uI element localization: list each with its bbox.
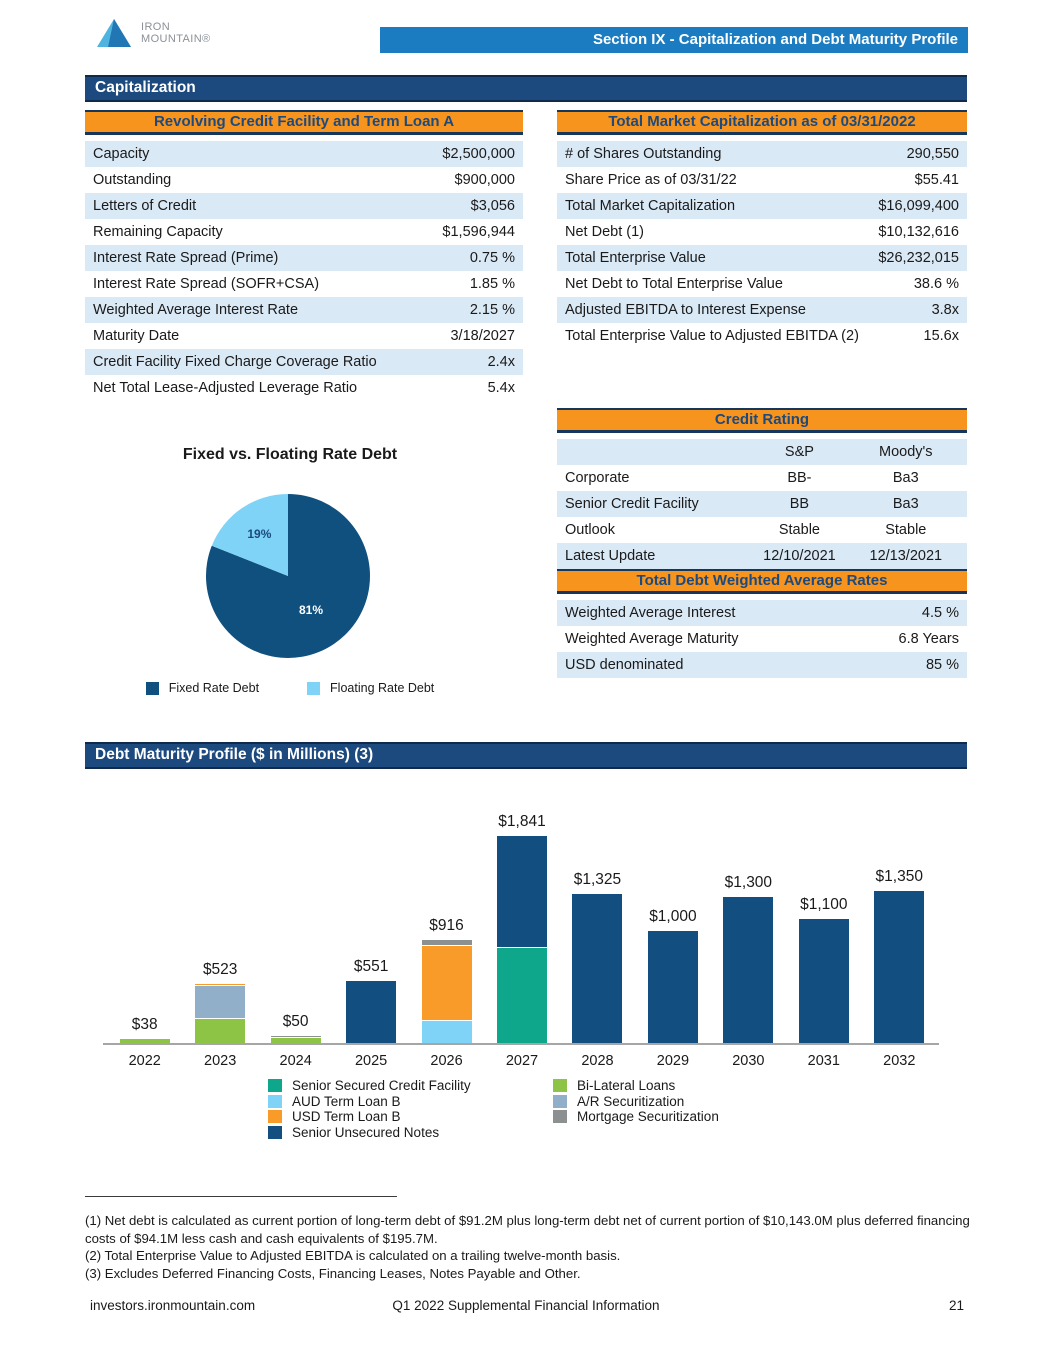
bar-stack [648,931,698,1043]
bar-stack [271,1036,321,1043]
row-label: # of Shares Outstanding [565,146,722,162]
legend-swatch [268,1079,282,1092]
row-value: $1,596,944 [442,224,515,240]
row-label: Net Debt to Total Enterprise Value [565,276,783,292]
pie-legend-item-fixed-rate-debt [146,681,259,695]
legend-label: USD Term Loan B [292,1109,401,1125]
row-label: Interest Rate Spread (Prime) [93,250,279,266]
bar-group-2031 [786,896,861,1043]
x-axis-label: 2026 [430,1053,463,1069]
footer-link[interactable]: investors.ironmountain.com [90,1298,256,1313]
bar-group-2023 [182,961,257,1043]
row-label: Weighted Average Interest Rate [93,302,299,318]
row-value-sp: Stable [778,522,820,538]
legend-label: Bi-Lateral Loans [577,1078,676,1094]
x-axis-labels [107,1053,937,1069]
legend-label: Senior Unsecured Notes [292,1125,440,1141]
row-value: $10,132,616 [878,224,959,240]
table-row [557,491,967,517]
bar-value-label: $523 [202,961,238,979]
bar-group-2025 [333,958,408,1043]
bar-stack [874,891,924,1043]
legend-item-bi-lateral-loans [553,1078,719,1094]
legend-swatch [553,1079,567,1092]
x-axis-label: 2025 [354,1053,388,1069]
table-row [85,245,523,271]
legend-label: Mortgage Securitization [577,1109,719,1125]
bar-value-label: $916 [429,917,464,935]
revolving-credit-table-header: Revolving Credit Facility and Term Loan A [85,110,523,135]
row-label: Weighted Average Interest [565,605,736,621]
bar-stack [497,836,547,1043]
legend-swatch [146,682,159,695]
bar-segment-a-r-securitization [195,986,245,1019]
bar-stack [572,894,622,1043]
table-row [557,323,967,349]
row-value-sp: BB [789,496,810,512]
bar-value-label: $1,841 [498,813,546,831]
legend-label: Senior Secured Credit Facility [292,1078,471,1094]
market-cap-table-header: Total Market Capitalization as of 03/31/2022 [557,110,967,135]
row-label: Letters of Credit [93,198,197,214]
row-value: $900,000 [454,172,515,188]
section-banner: Section IX - Capitalization and Debt Maturity Profile [380,27,968,53]
bar-segment-senior-unsecured-notes [723,897,773,1043]
row-value: $2,500,000 [442,146,515,162]
bar-group-2026 [409,917,484,1043]
table-row [557,271,967,297]
table-row [557,245,967,271]
legend-column-right [553,1078,719,1125]
table-row [557,652,967,678]
credit-rating-table [557,408,967,569]
bar-group-2027 [484,813,559,1043]
row-value-moodys: Ba3 [892,470,919,486]
row-value: 290,550 [906,146,959,162]
row-label: Weighted Average Maturity [565,631,739,647]
bar-value-label: $1,300 [724,873,773,891]
table-row [85,271,523,297]
legend-swatch [268,1110,282,1123]
row-label: Interest Rate Spread (SOFR+CSA) [93,276,320,292]
debt-maturity-bar-chart [85,775,967,1075]
table-row [557,219,967,245]
row-label: Share Price as of 03/31/22 [565,172,737,188]
row-label: Remaining Capacity [93,224,223,240]
row-value-sp: 12/10/2021 [763,548,836,564]
bar-value-label: $1,100 [800,896,848,914]
bar-group-2030 [711,874,786,1043]
row-label: Maturity Date [93,328,180,344]
logo-line1: IRON [141,20,171,33]
pie-chart-block [85,440,495,720]
table-row [85,297,523,323]
table-row [557,465,967,491]
table-row [557,297,967,323]
legend-column-left [268,1078,471,1140]
table-row [557,141,967,167]
bar-stack [723,897,773,1043]
iron-mountain-logo [95,13,211,53]
table-row [85,141,523,167]
row-value: 2.15 % [469,302,515,318]
column-header-sp: S&P [784,444,814,460]
row-value: $26,232,015 [878,250,959,266]
bar-group-2024 [258,1013,333,1043]
table-row [557,626,967,652]
row-label: USD denominated [565,657,684,673]
row-value: 85 % [925,657,959,673]
bar-segment-senior-unsecured-notes [346,981,396,1043]
table-row [557,543,967,569]
legend-swatch [268,1126,282,1139]
legend-item-usd-term-loan-b [268,1109,471,1125]
bar-segment-senior-unsecured-notes [799,919,849,1043]
footnote-2: (2) Total Enterprise Value to Adjusted EBITDA is calculated on a trailing twelve-month basis. [85,1248,621,1264]
bar-segment-senior-unsecured-notes [497,836,547,948]
row-value: $16,099,400 [878,198,959,214]
row-label: Capacity [93,146,150,162]
capitalization-section-band: Capitalization [85,75,967,102]
bar-stack [799,919,849,1043]
bar-segment-bi-lateral-loans [195,1019,245,1043]
page-footer [85,1298,967,1313]
bar-group-2022 [107,1016,182,1043]
row-value: $3,056 [470,198,515,214]
pie-legend [85,681,495,695]
market-cap-table [557,110,967,349]
bar-value-label: $1,350 [875,868,923,886]
row-value-sp: BB- [787,470,812,486]
credit-column-header-row [557,439,967,465]
column-header-moodys: Moody's [879,444,933,460]
row-value: 0.75 % [469,250,515,266]
pie-percentage-label: 81% [298,602,324,617]
revolving-credit-table-rows [85,141,523,401]
x-axis-label: 2032 [883,1053,916,1069]
row-value: 6.8 Years [898,631,959,647]
bar-stack [195,984,245,1043]
table-row [85,349,523,375]
footnote-3: (3) Excludes Deferred Financing Costs, Financing Leases, Notes Payable and Other. [85,1265,581,1281]
legend-label: A/R Securitization [577,1093,685,1109]
table-row [85,193,523,219]
bar-chart-plot-area [107,781,937,1043]
bar-value-label: $1,000 [649,907,697,925]
row-value: 2.4x [487,354,515,370]
table-row [85,219,523,245]
legend-swatch [307,682,320,695]
logo-wordmark [141,21,211,46]
mountain-logo-icon [95,13,135,53]
x-axis-label: 2030 [732,1053,765,1069]
bar-stack [346,981,396,1043]
row-label: Latest Update [565,548,656,564]
pie-legend-item-floating-rate-debt [307,681,434,695]
x-axis-line [103,1043,939,1045]
footnotes [85,1212,973,1282]
table-row [557,517,967,543]
row-label: Total Enterprise Value [565,250,706,266]
table-row [557,193,967,219]
credit-rating-table-header: Credit Rating [557,408,967,433]
legend-label: Fixed Rate Debt [168,681,260,695]
row-value: 38.6 % [913,276,959,292]
table-row [85,375,523,401]
footnote-1: (1) Net debt is calculated as current portion of long-term debt of $91.2M plus long-term debt net of current portion of $10,143.0M plus deferred financing costs of $94.1M less cash and cash equivalents of $195.7M. [85,1213,970,1246]
row-label: Adjusted EBITDA to Interest Expense [565,302,806,318]
credit-rating-table-rows [557,439,967,569]
bar-segment-senior-unsecured-notes [648,931,698,1043]
x-axis-label: 2027 [505,1053,539,1069]
table-row [85,323,523,349]
revolving-credit-table [85,110,523,401]
table-row [557,167,967,193]
legend-swatch [268,1095,282,1108]
fixed-vs-floating-pie-chart [188,476,388,676]
bar-value-label: $38 [131,1015,158,1033]
legend-swatch [553,1110,567,1123]
row-label: Outlook [565,522,615,538]
legend-label: AUD Term Loan B [292,1093,401,1109]
market-cap-table-rows [557,141,967,349]
row-value: 1.85 % [469,276,515,292]
legend-item-senior-unsecured-notes [268,1125,471,1141]
footer-title: Q1 2022 Supplemental Financial Information [392,1298,660,1313]
bar-segment-senior-unsecured-notes [874,891,924,1043]
row-label: Total Enterprise Value to Adjusted EBITDA (2) [565,328,859,344]
table-row [557,600,967,626]
bar-group-2029 [635,908,710,1043]
row-value: 5.4x [487,380,515,396]
row-value-moodys: Stable [885,522,927,538]
x-axis-label: 2031 [807,1053,840,1069]
legend-item-senior-secured-credit-facility [268,1078,471,1094]
bar-segment-senior-secured-credit-facility [497,948,547,1043]
pie-chart-title: Fixed vs. Floating Rate Debt [182,446,398,463]
bar-group-2028 [560,871,635,1043]
x-axis-label: 2028 [581,1053,614,1069]
row-label: Total Market Capitalization [565,198,736,214]
legend-label: Floating Rate Debt [330,681,435,695]
table-row [85,167,523,193]
bar-value-label: $551 [353,958,389,975]
bar-segment-senior-unsecured-notes [572,894,622,1043]
pie-percentage-label: 19% [247,527,272,541]
legend-swatch [553,1095,567,1108]
legend-item-a-r-securitization [553,1094,719,1110]
footer-page-number: 21 [948,1298,964,1313]
bar-segment-aud-term-loan-b [422,1021,472,1044]
bar-stack [422,940,472,1043]
footnote-divider [85,1196,397,1197]
row-value: 4.5 % [921,605,959,621]
row-value: $55.41 [914,172,959,188]
x-axis-label: 2023 [204,1053,237,1069]
row-label: Net Total Lease-Adjusted Leverage Ratio [93,380,358,396]
row-value: 15.6x [923,328,959,344]
bar-chart-legend [85,1078,967,1152]
legend-item-aud-term-loan-b [268,1094,471,1110]
row-value: 3.8x [931,302,959,318]
debt-maturity-section-band: Debt Maturity Profile ($ in Millions) (3) [85,742,967,769]
bar-group-2032 [862,868,937,1043]
row-value-moodys: Ba3 [892,496,919,512]
x-axis-label: 2029 [656,1053,690,1069]
weighted-rates-table-rows [557,600,967,678]
x-axis-label: 2022 [128,1053,161,1069]
row-label: Senior Credit Facility [565,496,699,512]
row-value-moodys: 12/13/2021 [869,548,943,564]
row-label: Outstanding [93,172,172,188]
bar-value-label: $1,325 [573,871,622,888]
bar-segment-usd-term-loan-b [422,946,472,1021]
logo-line2: MOUNTAIN® [141,33,211,45]
legend-item-mortgage-securitization [553,1109,719,1125]
row-label: Credit Facility Fixed Charge Coverage Ratio [93,354,377,370]
weighted-rates-table-header: Total Debt Weighted Average Rates [557,569,967,594]
weighted-rates-table [557,569,967,678]
bar-value-label: $50 [282,1013,309,1031]
row-label: Corporate [565,470,630,486]
row-label: Net Debt (1) [565,224,644,240]
x-axis-label: 2024 [279,1053,312,1069]
row-value: 3/18/2027 [450,328,515,344]
